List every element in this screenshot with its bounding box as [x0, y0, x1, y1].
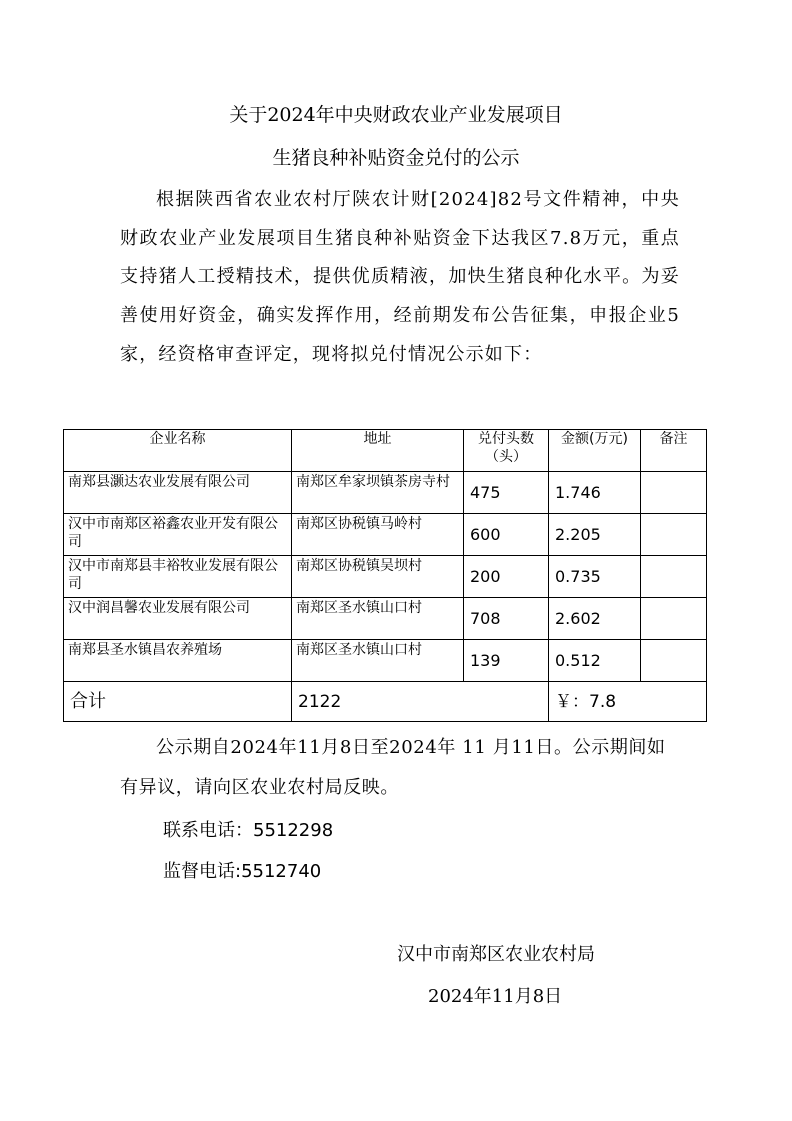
signature-org: 汉中市南郑区农业农村局 [397, 944, 595, 965]
company-address: 南郑区牟家坝镇茶房寺村 [292, 472, 464, 514]
company-name: 汉中润昌馨农业发展有限公司 [64, 598, 292, 640]
contact-phone: 联系电话：5512298 [163, 820, 334, 841]
heads-value: 708 [464, 598, 549, 640]
company-name: 南郑县圣水镇昌农养殖场 [64, 640, 292, 682]
title-line-2: 生猪良种补贴资金兑付的公示 [272, 147, 520, 169]
header-amount: 金额(万元) [549, 430, 641, 472]
notice-paragraph: 公示期自2024年11月8日至2024年 11 月11日。公示期间如有异议，请向区农业农村局反映。 [120, 737, 666, 798]
company-name: 南郑县灏达农业发展有限公司 [64, 472, 292, 514]
table-row [64, 556, 707, 598]
heads-value: 475 [464, 472, 549, 514]
supervise-phone: 监督电话:5512740 [163, 861, 322, 882]
company-name: 汉中市南郑区裕鑫农业开发有限公司 [64, 514, 292, 556]
note-value [641, 640, 707, 682]
note-value [641, 556, 707, 598]
company-address: 南郑区圣水镇山口村 [292, 598, 464, 640]
header-heads: 兑付头数（头） [464, 430, 549, 472]
table-row [64, 472, 707, 514]
company-name: 汉中市南郑县丰裕牧业发展有限公司 [64, 556, 292, 598]
amount-value: 0.512 [549, 640, 641, 682]
total-label: 合计 [64, 682, 292, 722]
company-address: 南郑区圣水镇山口村 [292, 640, 464, 682]
note-value [641, 598, 707, 640]
company-address: 南郑区协税镇马岭村 [292, 514, 464, 556]
table-row [64, 598, 707, 640]
header-address: 地址 [292, 430, 464, 472]
title-line-1: 关于2024年中央财政农业产业发展项目 [229, 104, 563, 126]
note-value [641, 472, 707, 514]
subsidy-table [63, 429, 706, 722]
header-company: 企业名称 [64, 430, 292, 472]
heads-value: 600 [464, 514, 549, 556]
total-heads: 2122 [292, 682, 549, 722]
amount-value: 2.602 [549, 598, 641, 640]
table-row [64, 640, 707, 682]
heads-value: 200 [464, 556, 549, 598]
amount-value: 1.746 [549, 472, 641, 514]
amount-value: 2.205 [549, 514, 641, 556]
table-header-row [64, 430, 707, 472]
note-value [641, 514, 707, 556]
intro-paragraph: 根据陕西省农业农村厅陕农计财[2024]82号文件精神，中央财政农业产业发展项目生猪良种补贴资金下达我区7.8万元，重点支持猪人工授精技术，提供优质精液，加快生猪良种化水平。为妥善使用好资金，确实发挥作用，经前期发布公告征集，申报企业5家，经资格审查评定，现将拟兑付情况公示如下： [120, 189, 680, 365]
header-note: 备注 [641, 430, 707, 472]
table-row [64, 514, 707, 556]
total-amount: ￥：7.8 [549, 682, 707, 722]
amount-value: 0.735 [549, 556, 641, 598]
company-address: 南郑区协税镇吴坝村 [292, 556, 464, 598]
signature-date: 2024年11月8日 [428, 986, 563, 1007]
heads-value: 139 [464, 640, 549, 682]
total-row [64, 682, 707, 722]
